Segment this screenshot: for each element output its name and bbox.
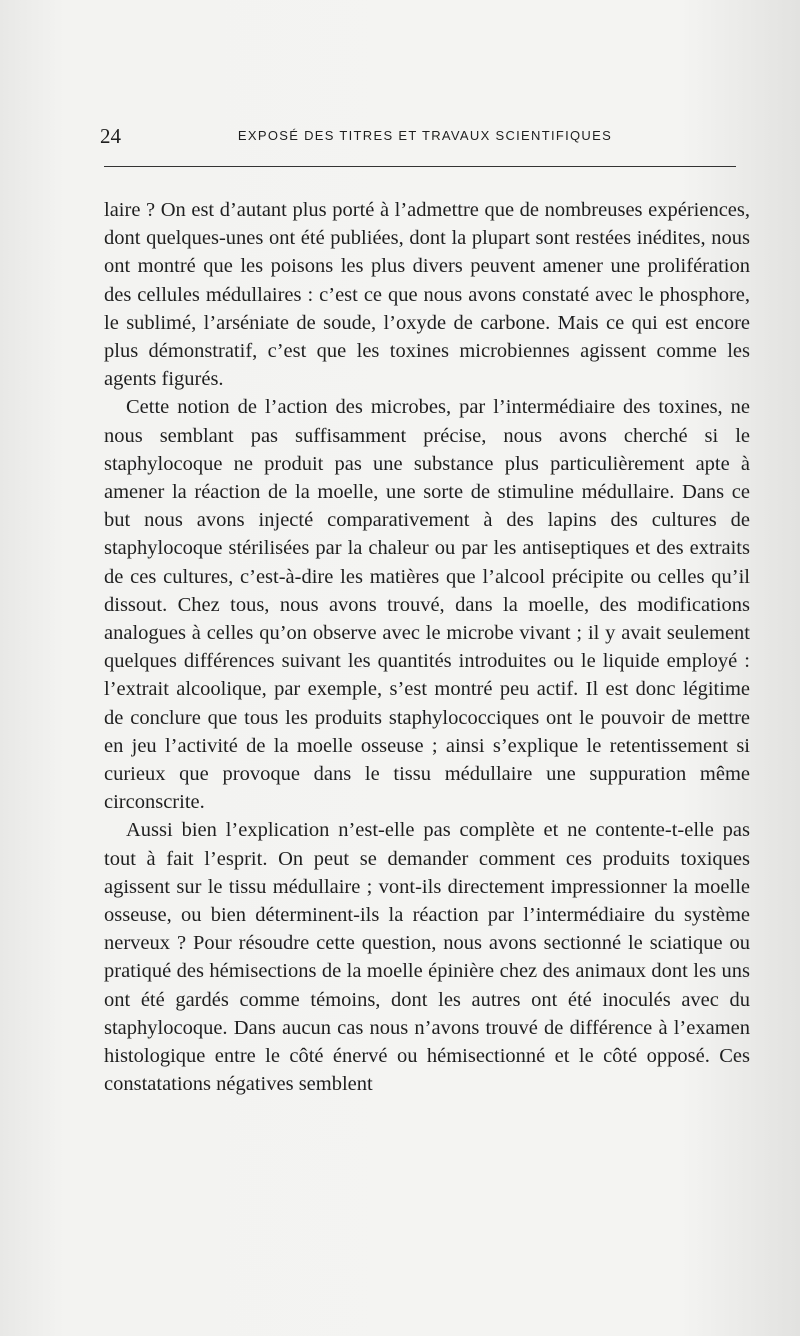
paragraph: Cette notion de l’action des microbes, par l’intermédiaire des toxines, ne nous semblant pas suffisamment précise, nous avons cherché si le staphylocoque ne produit pas une substance plus particulièrement apte à amener la réaction de la moelle, une sorte de stimuline médullaire. Dans ce but nous avons injecté comparativement à des lapins des cultures de staphylocoque stérilisées par la chaleur ou par les antiseptiques et des extraits de ces cultures, c’est-à-dire les matières que l’alcool précipite ou celles qu’il dissout. Chez tous, nous avons trouvé, dans la moelle, des modifications analogues à celles qu’on observe avec le microbe vivant ; il y avait seulement quelques différences suivant les quantités introduites ou le liquide employé : l’extrait alcoolique, par exemple, s’est montré peu actif. Il est donc légitime de conclure que tous les produits staphylococciques ont le pouvoir de mettre en jeu l’activité de la moelle osseuse ; ainsi s’explique le retentissement si curieux que provoque dans le tissu médullaire une suppuration même circonscrite. <box>104 396 750 814</box>
page-number: 24 <box>100 124 121 148</box>
running-title: EXPOSÉ DES TITRES ET TRAVAUX SCIENTIFIQUES <box>237 128 613 143</box>
paragraph: Aussi bien l’explication n’est-elle pas complète et ne contente-t-elle pas tout à fait l’esprit. On peut se demander comment ces produits toxiques agissent sur le tissu médullaire ; vont-ils directement impressionner la moelle osseuse, ou bien déterminent-ils la réaction par l’intermédiaire du système nerveux ? Pour résoudre cette question, nous avons sectionné le sciatique ou pratiqué des hémisections de la moelle épinière chez des animaux dont les uns ont été gardés comme témoins, dont les autres ont été inoculés avec du staphylocoque. Dans aucun cas nous n’avons trouvé de différence à l’examen histologique entre le côté énervé ou hémisectionné et le côté opposé. Ces constatations négatives semblent <box>104 819 750 1096</box>
header-rule <box>104 166 736 167</box>
paragraph-continued: laire ? On est d’autant plus porté à l’admettre que de nombreuses expériences, dont quelques-unes ont été publiées, dont la plupart sont restées inédites, nous ont montré que les poisons les plus divers peuvent amener une prolifération des cellules médullaires : c’est ce que nous avons constaté avec le phosphore, le sublimé, l’arséniate de soude, l’oxyde de carbone. Mais ce qui est encore plus démonstratif, c’est que les toxines microbiennes agissent comme les agents figurés. <box>104 199 750 391</box>
body-text <box>104 196 750 1099</box>
page-header <box>100 124 750 154</box>
